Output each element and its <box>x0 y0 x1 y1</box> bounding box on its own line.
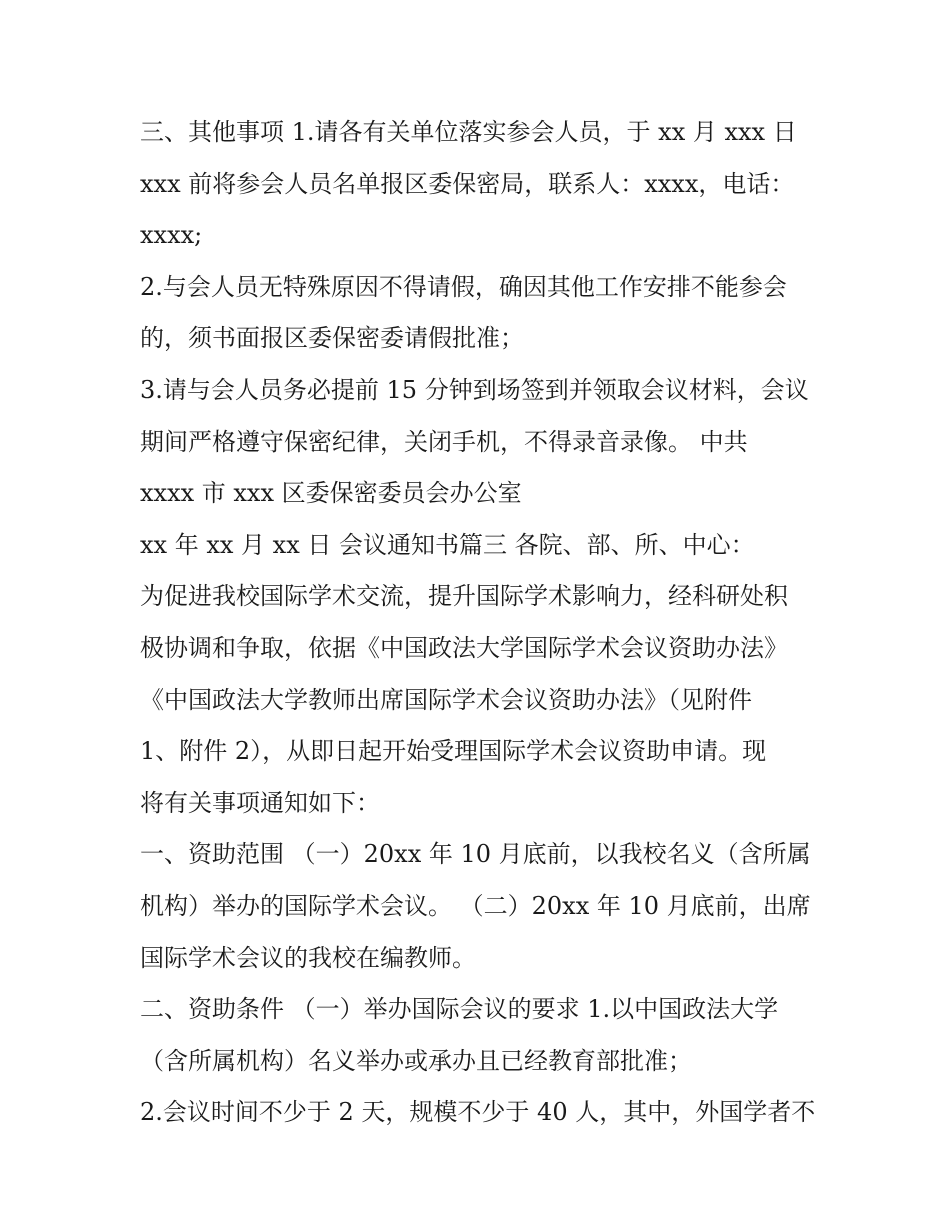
text-line: 2.与会人员无特殊原因不得请假，确因其他工作安排不能参会 <box>140 272 787 301</box>
text-line: 3.请与会人员务必提前 15 分钟到场签到并领取会议材料，会议 <box>140 375 809 404</box>
text-line: 的，须书面报区委保密委请假批准； <box>140 324 524 353</box>
text-line: xxxx 市 xxx 区委保密委员会办公室 <box>140 479 522 508</box>
text-line: xxx 前将参会人员名单报区委保密局，联系人：xxxx，电话： <box>140 169 795 198</box>
text-line: 三、其他事项 1.请各有关单位落实参会人员，于 xx 月 xxx 日 <box>140 118 797 146</box>
text-line: 机构）举办的国际学术会议。 （二）20xx 年 10 月底前，出席 <box>140 891 811 920</box>
text-line: 2.会议时间不少于 2 天，规模不少于 40 人，其中，外国学者不 <box>140 1098 816 1127</box>
text-line: 为促进我校国际学术交流，提升国际学术影响力，经科研处积 <box>140 582 788 611</box>
text-line: 极协调和争取，依据《中国政法大学国际学术会议资助办法》 <box>140 633 788 662</box>
text-line: 期间严格遵守保密纪律，关闭手机，不得录音录像。 中共 <box>140 427 748 456</box>
text-line: （含所属机构）名义举办或承办且已经教育部批准； <box>140 1046 692 1075</box>
document-body <box>140 107 820 1139</box>
text-line: 国际学术会议的我校在编教师。 <box>140 943 476 972</box>
text-line: 二、资助条件 （一）举办国际会议的要求 1.以中国政法大学 <box>140 995 779 1024</box>
text-line: 《中国政法大学教师出席国际学术会议资助办法》（见附件 <box>140 685 752 714</box>
text-line: 1、附件 2），从即日起开始受理国际学术会议资助申请。现 <box>140 737 767 766</box>
text-line: 一、资助范围 （一）20xx 年 10 月底前，以我校名义（含所属 <box>140 840 811 869</box>
text-line: 将有关事项通知如下： <box>140 788 380 817</box>
text-line: xx 年 xx 月 xx 日 会议通知书篇三 各院、部、所、中心： <box>140 530 755 559</box>
text-line: xxxx; <box>140 221 203 250</box>
